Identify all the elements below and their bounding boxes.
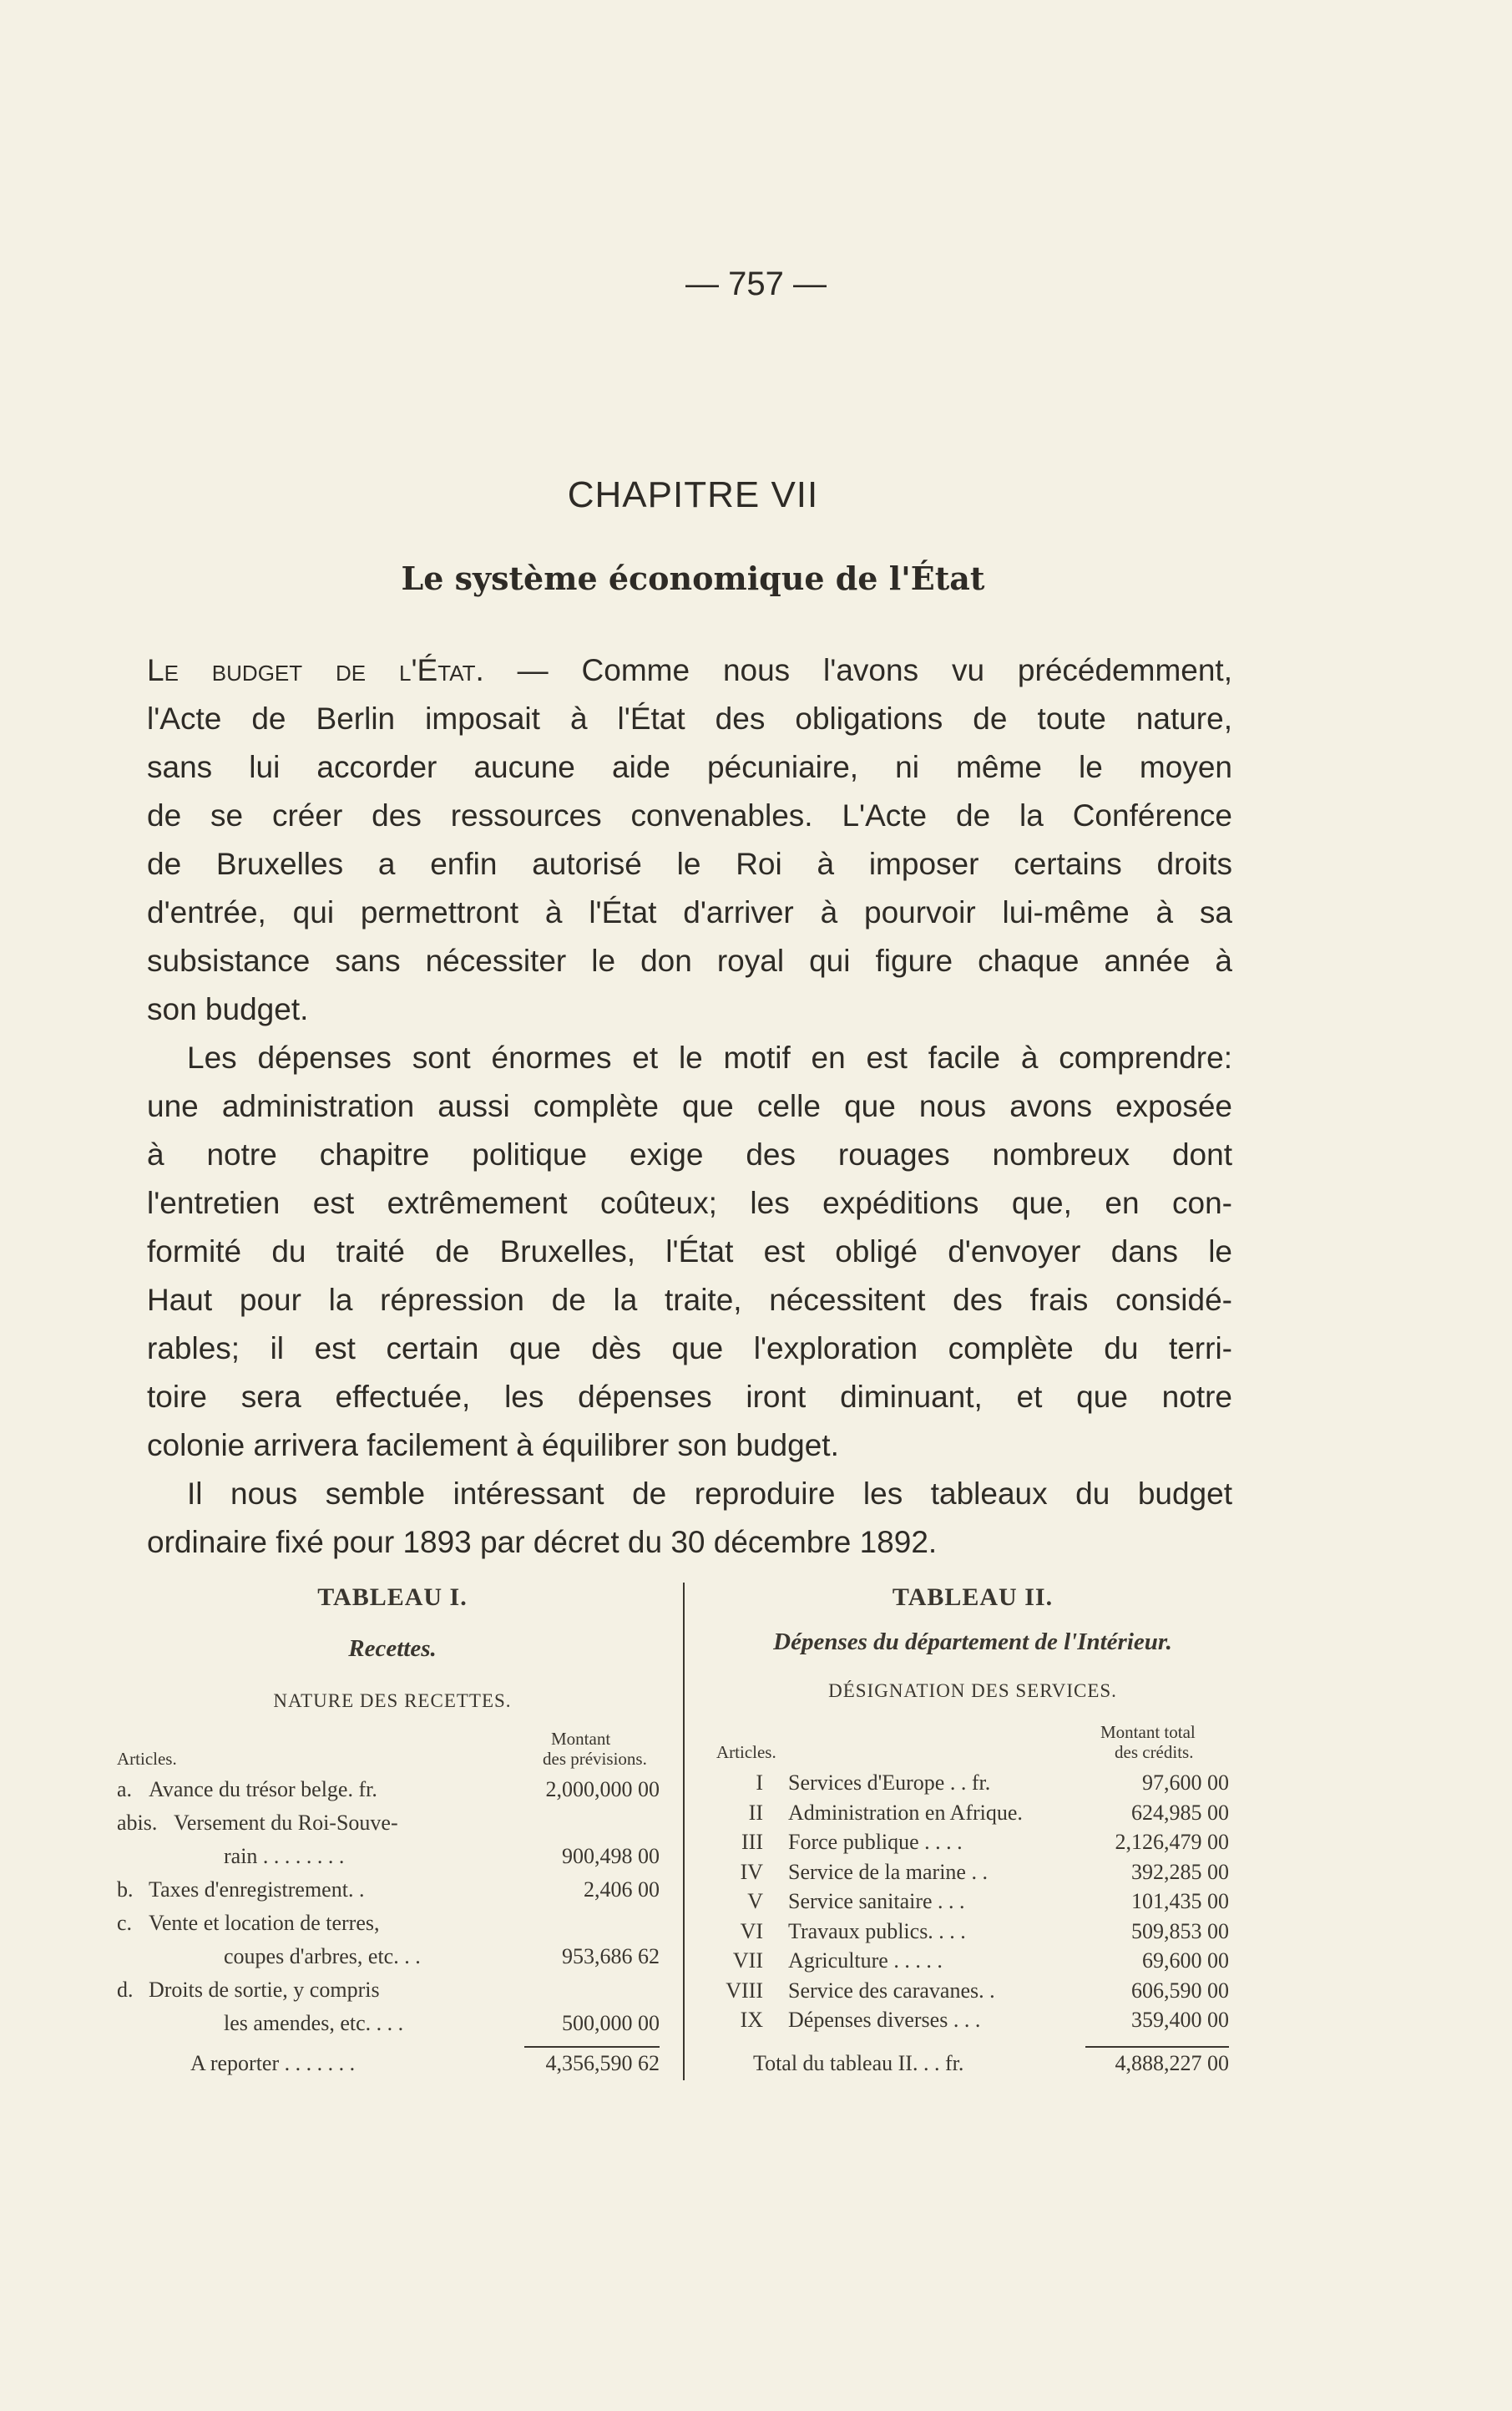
article-amount: 69,600 00 [1142,1948,1229,1973]
text-line: de se créer des ressources convenables. L'Acte de la Conférence [147,798,1232,833]
text-line: son budget. [147,992,309,1026]
page-number: — 757 — [685,266,827,302]
article-amount: 2,406 00 [584,1877,660,1902]
tableau-1-col-articles: Articles. [117,1749,177,1769]
article-label: Travaux publics. . . . [788,1918,966,1943]
article-label: Vente et location de terres, [149,1911,380,1935]
total-amount: 4,888,227 00 [1115,2051,1229,2075]
article-label: Droits de sortie, y compris [149,1978,380,2002]
article-number: I [756,1770,763,1795]
article-amount: 2,126,479 00 [1115,1830,1229,1854]
article-number: d. [117,1978,134,2002]
article-number: II [748,1800,763,1825]
article-label: Force publique . . . . [788,1830,963,1854]
text-line: d'entrée, qui permettront à l'État d'arriver à pourvoir lui-même à sa [147,895,1232,929]
tableau-2-title: TABLEAU II. [892,1583,1054,1611]
tableau-1-heading: NATURE DES RECETTES. [273,1690,512,1711]
text-line: sans lui accorder aucune aide pécuniaire, ni même le moyen [147,750,1232,784]
article-label: coupes d'arbres, etc. . . [224,1944,421,1968]
article-amount: 2,000,000 00 [545,1777,660,1801]
article-number: abis. [117,1811,158,1835]
article-amount: 101,435 00 [1131,1889,1229,1913]
article-number: III [741,1830,763,1854]
article-number: VII [732,1948,763,1973]
tableau-2-col-amount: Montant total [1100,1722,1196,1742]
chapter-title: CHAPITRE VII [567,474,819,515]
article-amount: 624,985 00 [1131,1800,1229,1825]
article-label: Service sanitaire . . . [788,1889,965,1913]
article-amount: 359,400 00 [1131,2008,1229,2032]
article-amount: 900,498 00 [562,1844,660,1868]
text-line: une administration aussi complète que celle que nous avons exposée [147,1089,1232,1123]
tableau-1-col-amount: Montant [551,1729,611,1749]
tableau-2-subtitle: Dépenses du département de l'Intérieur. [773,1628,1172,1655]
article-number: VIII [726,1978,763,2003]
article-label: Dépenses diverses . . . [788,2008,981,2032]
article-label: Agriculture . . . . . [788,1948,943,1973]
article-number: IX [740,2008,763,2032]
article-label: Avance du trésor belge. fr. [149,1777,377,1801]
column-divider [683,1583,685,2080]
text-line: à notre chapitre politique exige des rouages nombreux dont [147,1137,1232,1172]
article-amount: 500,000 00 [562,2011,660,2035]
text-line: ordinaire fixé pour 1893 par décret du 30 décembre 1892. [147,1525,938,1559]
article-amount: 606,590 00 [1131,1978,1229,2003]
text-line: de Bruxelles a enfin autorisé le Roi à imposer certains droits [147,847,1232,881]
article-number: a. [117,1777,133,1801]
chapter-subtitle: Le système économique de l'État [401,560,985,597]
text-line: formité du traité de Bruxelles, l'État est obligé d'envoyer dans le [147,1234,1232,1269]
text-line: Il nous semble intéressant de reproduire les tableaux du budget [187,1476,1232,1511]
body-text [147,646,1232,1567]
text-line: colonie arrivera facilement à équilibrer son budget. [147,1428,839,1462]
article-label: Service de la marine . . [788,1859,988,1884]
tableau-1-title: TABLEAU I. [317,1583,468,1611]
article-amount: 509,853 00 [1131,1918,1229,1943]
text-line: subsistance sans nécessiter le don royal qui figure chaque année à [147,944,1232,978]
article-label: Service des caravanes. . [788,1978,995,2003]
total-rule [524,2046,660,2048]
article-amount: 392,285 00 [1131,1859,1229,1884]
section-lead: Le budget de l'État. [147,653,484,687]
text-line: Les dépenses sont énormes et le motif en est facile à comprendre: [187,1041,1232,1075]
article-number: c. [117,1911,133,1935]
text-line: l'Acte de Berlin imposait à l'État des obligations de toute nature, [147,702,1232,736]
article-label: les amendes, etc. . . . [224,2011,404,2035]
article-label: rain . . . . . . . . [224,1844,345,1868]
text-line: rables; il est certain que dès que l'exploration complète du terri- [147,1331,1232,1365]
text-line: l'entretien est extrêmement coûteux; les expéditions que, en con- [147,1186,1232,1220]
article-label: Services d'Europe . . fr. [788,1770,991,1795]
tableau-1-subtitle: Recettes. [348,1635,437,1662]
article-number: b. [117,1877,134,1902]
total-amount: 4,356,590 62 [545,2051,660,2075]
text-span: — Comme nous l'avons vu précédemment, [483,653,1232,687]
article-label: Taxes d'enregistrement. . [149,1877,365,1902]
text-line: Haut pour la répression de la traite, nécessitent des frais considé- [147,1283,1232,1317]
total-label: A reporter . . . . . . . [190,2051,356,2075]
article-number: V [747,1889,763,1913]
article-label: Versement du Roi-Souve- [174,1811,398,1835]
tableau-2-heading: DÉSIGNATION DES SERVICES. [828,1680,1117,1701]
article-amount: 97,600 00 [1142,1770,1229,1795]
article-amount: 953,686 62 [562,1944,660,1968]
text-line [147,646,1232,695]
article-label: Administration en Afrique. [788,1800,1023,1825]
total-label: Total du tableau II. . . fr. [753,2051,964,2075]
article-number: VI [740,1918,763,1943]
article-number: IV [740,1859,763,1884]
tableau-2-col-amount-sub: des crédits. [1115,1742,1194,1762]
tableau-2-col-articles: Articles. [716,1742,776,1762]
tableau-1-col-amount-sub: des prévisions. [543,1749,647,1769]
text-line: toire sera effectuée, les dépenses iront diminuant, et que notre [147,1380,1232,1414]
total-rule [1085,2046,1229,2048]
